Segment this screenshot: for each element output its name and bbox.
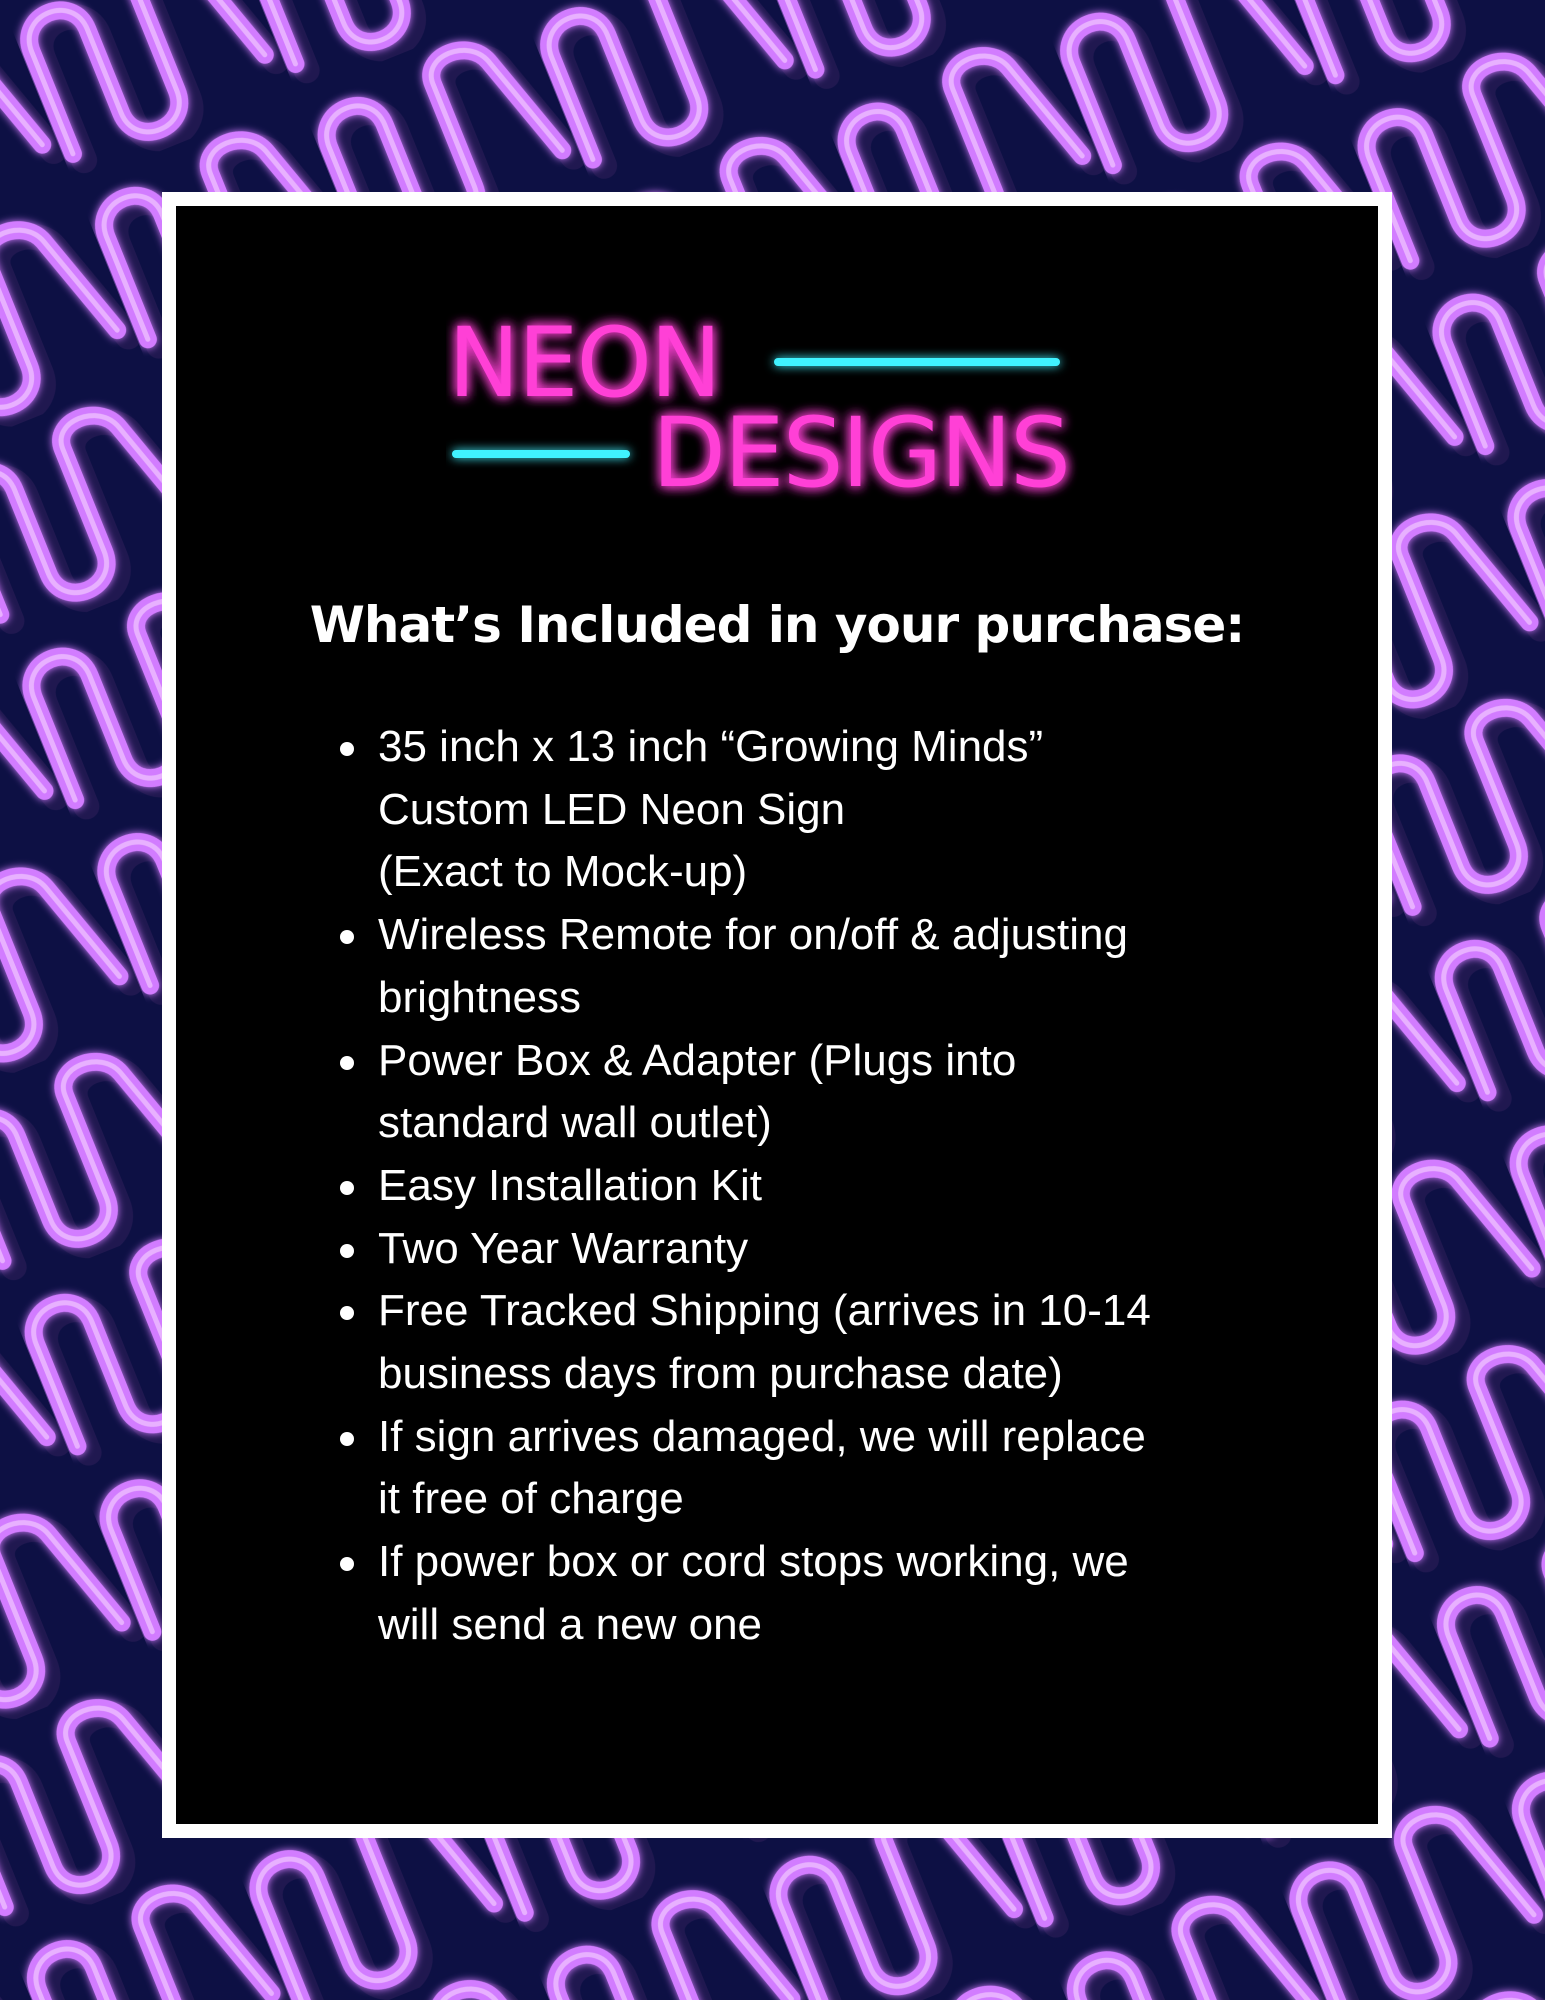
list-item-text: business days from purchase date) bbox=[378, 1349, 1063, 1399]
list-item bbox=[378, 1280, 1358, 1405]
list-item-text: If power box or cord stops working, we bbox=[378, 1537, 1129, 1587]
list-item bbox=[378, 904, 1358, 1029]
list-item-text: If sign arrives damaged, we will replace bbox=[378, 1411, 1146, 1461]
list-item-text: Easy Installation Kit bbox=[378, 1160, 762, 1210]
list-item-text: brightness bbox=[378, 972, 582, 1022]
bullet-icon bbox=[340, 1306, 354, 1320]
list-item bbox=[378, 1155, 1358, 1218]
list-item-text: Free Tracked Shipping (arrives in 10-14 bbox=[378, 1286, 1151, 1336]
bullet-icon bbox=[340, 1244, 354, 1258]
list-item-text: 35 inch x 13 inch “Growing Minds” bbox=[378, 722, 1044, 771]
list-item-text: it free of charge bbox=[378, 1474, 684, 1524]
bullet-icon bbox=[340, 1056, 354, 1070]
bullet-icon bbox=[340, 930, 354, 944]
list-item-text: Custom LED Neon Sign bbox=[378, 784, 846, 834]
bullet-icon bbox=[340, 742, 354, 756]
logo-bar-bottom bbox=[452, 450, 630, 458]
list-item-text: Wireless Remote for on/off & adjusting bbox=[378, 910, 1128, 960]
logo-bar-top bbox=[774, 358, 1060, 366]
list-item-text: Power Box & Adapter (Plugs into bbox=[378, 1035, 1017, 1085]
neon-designs-logo bbox=[446, 296, 1086, 526]
included-heading: What’s Included in your purchase: bbox=[309, 596, 1245, 654]
list-item-text: Two Year Warranty bbox=[378, 1223, 749, 1273]
list-item bbox=[378, 1531, 1358, 1656]
info-card bbox=[162, 192, 1392, 1838]
bullet-icon bbox=[340, 1557, 354, 1571]
list-item bbox=[378, 1218, 1358, 1281]
logo-word-neon: NEON bbox=[448, 307, 720, 419]
list-item-text: (Exact to Mock-up) bbox=[378, 847, 748, 897]
bullet-icon bbox=[340, 1432, 354, 1446]
list-item bbox=[378, 1406, 1358, 1531]
bullet-icon bbox=[340, 1181, 354, 1195]
list-item bbox=[378, 716, 1358, 904]
logo-word-designs: DESIGNS bbox=[652, 397, 1069, 509]
list-item bbox=[378, 1030, 1358, 1155]
list-item-text: standard wall outlet) bbox=[378, 1098, 772, 1148]
included-items-list bbox=[378, 716, 1358, 1657]
list-item-text: will send a new one bbox=[378, 1599, 763, 1649]
